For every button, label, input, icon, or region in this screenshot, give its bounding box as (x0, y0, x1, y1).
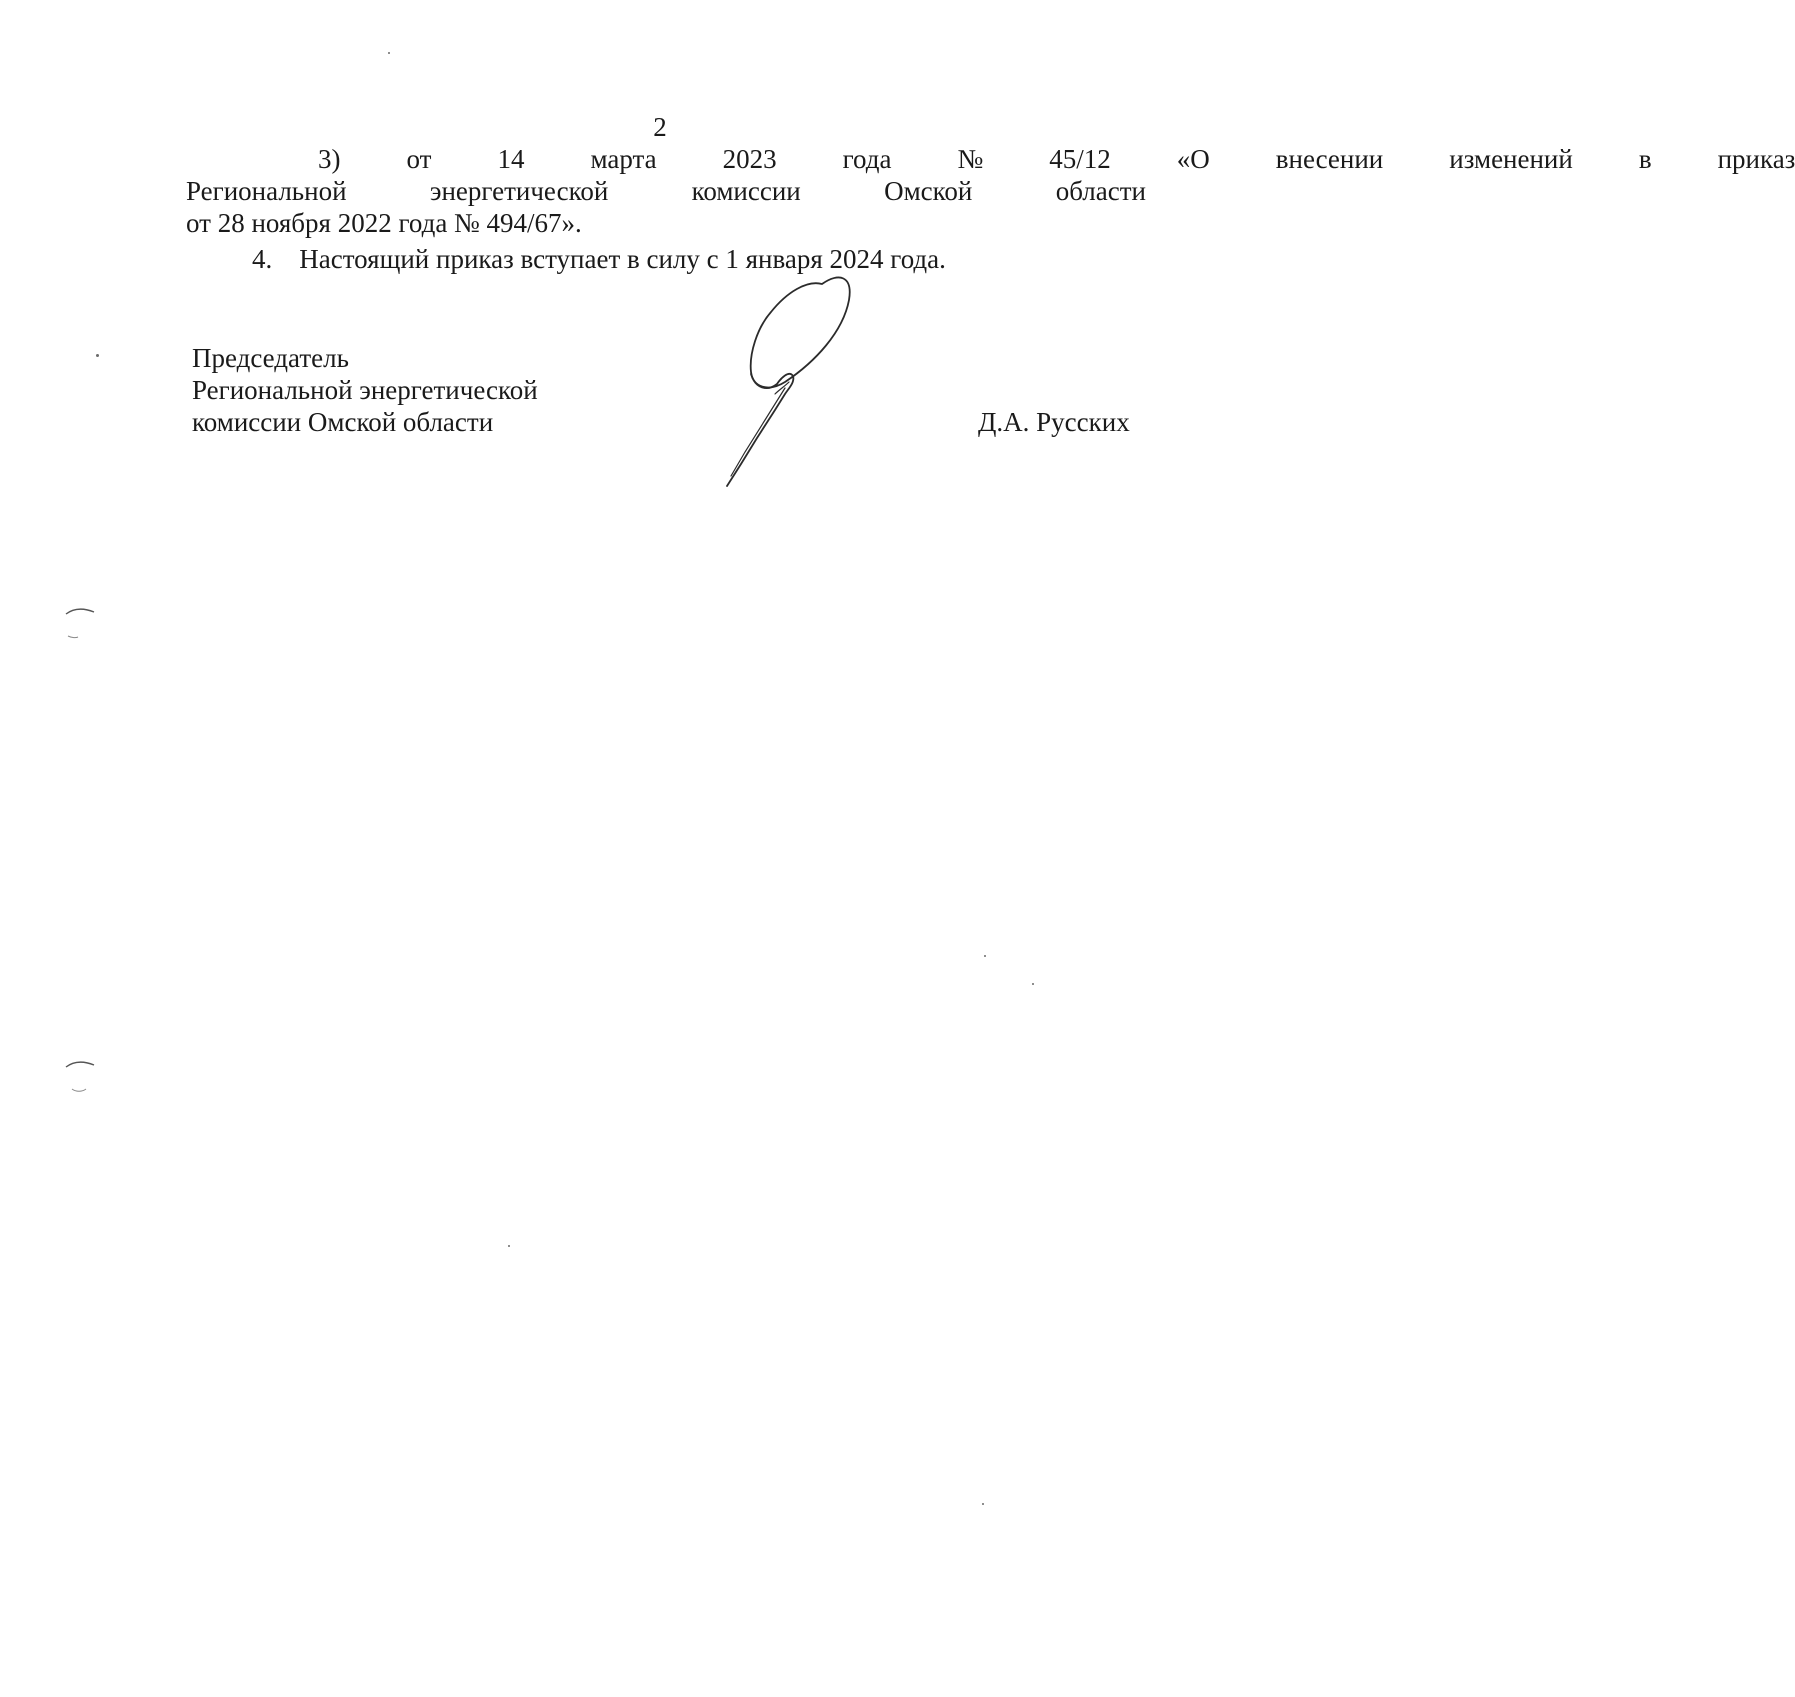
signatory-title (192, 342, 538, 438)
paragraph-3-line-1-word: приказ (1717, 144, 1795, 174)
paragraph-3-line-2-word: Омской (884, 176, 973, 206)
scan-speck (508, 1245, 510, 1247)
paragraph-3-line-1-word: 14 (497, 144, 525, 174)
paragraph-3-line-1-word: 3) (318, 144, 341, 174)
paragraph-3-line-1-word: года (842, 144, 892, 174)
punch-hole-mark-icon (64, 1055, 104, 1095)
paragraph-3-line-1-word: № (957, 144, 984, 174)
paragraph-3-line-1 (186, 143, 1795, 175)
scan-speck (982, 1503, 984, 1505)
paragraph-3-line-3: от 28 ноября 2022 года № 494/67». (186, 208, 582, 238)
paragraph-3-line-1-word: от (406, 144, 432, 174)
paragraph-3-line-2-word: комиссии (691, 176, 801, 206)
paragraph-3-line-2-word: Региональной (186, 176, 347, 206)
signatory-title-line-1: Председатель (192, 343, 349, 373)
paragraph-3-line-1-word: 2023 (722, 144, 777, 174)
page-number: 2 (653, 112, 667, 142)
paragraph-3-line-2 (186, 175, 1146, 207)
paragraph-3-line-1-word: 45/12 (1049, 144, 1111, 174)
handwritten-signature-icon (705, 270, 885, 500)
punch-hole-mark-icon (64, 602, 104, 642)
paragraph-3 (186, 143, 1795, 239)
paragraph-4: 4. Настоящий приказ вступает в силу с 1 января 2024 года. (252, 244, 946, 274)
signatory-title-line-3: комиссии Омской области (192, 407, 494, 437)
scan-speck (96, 354, 99, 357)
paragraph-3-line-2-word: области (1055, 176, 1146, 206)
scan-speck (1032, 983, 1034, 985)
paragraph-3-line-2-word: энергетической (429, 176, 609, 206)
paragraph-3-line-1-word: марта (590, 144, 657, 174)
paragraph-3-line-1-word: внесении (1275, 144, 1384, 174)
scan-speck (388, 52, 390, 54)
signatory-name: Д.А. Русских (978, 407, 1130, 437)
paragraph-3-line-1-word: изменений (1449, 144, 1573, 174)
paragraph-3-line-1-word: в (1638, 144, 1652, 174)
scan-speck (984, 955, 986, 957)
signatory-title-line-2: Региональной энергетической (192, 375, 538, 405)
paragraph-3-line-1-word: «О (1176, 144, 1210, 174)
